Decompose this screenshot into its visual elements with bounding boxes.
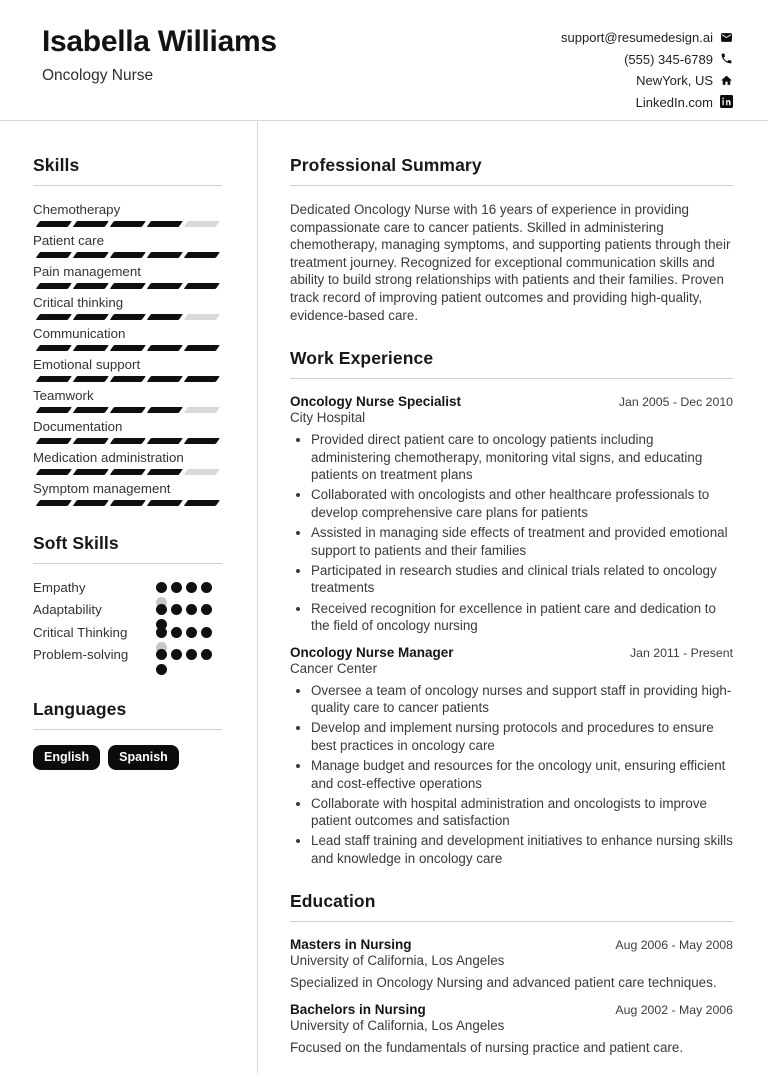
skill-item [33, 325, 222, 351]
linkedin-icon [720, 95, 733, 108]
language-pill: Spanish [108, 745, 179, 770]
person-name: Isabella Williams [42, 25, 277, 58]
soft-skill-row [33, 646, 222, 669]
job-bullet: • Manage budget and resources for the oncology unit, ensuring efficient and cost-effective operations [311, 757, 733, 792]
rating-dot-filled [156, 582, 167, 593]
skill-segment-filled [147, 221, 183, 227]
contact-phone-text: (555) 345-6789 [624, 51, 713, 67]
heading-rule [33, 185, 222, 186]
skill-level-bar [33, 252, 222, 258]
skill-segment-filled [184, 376, 220, 382]
skill-label: Emotional support [33, 357, 141, 372]
rating-dot-filled [201, 627, 212, 638]
skill-label: Patient care [33, 233, 104, 248]
skill-segment-filled [147, 376, 183, 382]
heading-rule [33, 729, 222, 730]
skill-segment-filled [73, 252, 109, 258]
skill-segment-filled [73, 283, 109, 289]
column-divider [257, 121, 258, 1073]
summary-heading: Professional Summary [290, 155, 482, 175]
education-list [290, 937, 733, 1057]
education-section-head [290, 891, 733, 922]
education-description: Specialized in Oncology Nursing and advanced patient care techniques. [290, 974, 717, 990]
skill-segment-filled [147, 345, 183, 351]
contact-email[interactable] [561, 27, 733, 49]
skill-segment-filled [36, 500, 72, 506]
skill-level-bar [33, 345, 222, 351]
skill-segment-filled [36, 221, 72, 227]
skill-segment-filled [110, 345, 146, 351]
skill-item [33, 263, 222, 289]
skill-label: Medication administration [33, 450, 184, 465]
skill-segment-filled [73, 221, 109, 227]
skill-segment-filled [73, 500, 109, 506]
skill-label: Pain management [33, 264, 141, 279]
contact-linkedin-text: LinkedIn.com [635, 94, 713, 110]
education-description: Focused on the fundamentals of nursing practice and patient care. [290, 1040, 684, 1056]
job-bullet: • Provided direct patient care to oncology patients including administering chemotherapy, monitoring vital signs, and educating patients on treatment plans [311, 431, 733, 484]
skill-segment-filled [110, 283, 146, 289]
school-name: University of California, Los Angeles [290, 952, 505, 968]
education-entry [290, 1002, 733, 1057]
skill-label: Documentation [33, 419, 123, 434]
skill-segment-filled [184, 283, 220, 289]
skill-segment-filled [36, 469, 72, 475]
languages-section [33, 699, 222, 770]
job-company: City Hospital [290, 410, 366, 426]
skill-level-bar [33, 500, 222, 506]
skill-level-bar [33, 376, 222, 382]
skill-segment-filled [73, 376, 109, 382]
rating-dot-filled [156, 664, 167, 675]
summary-text: Dedicated Oncology Nurse with 16 years of experience in providing compassionate care to cancer patients. Skilled in administering chemotherapy, managing symptoms, and supporting patients through their treatment journey. Recognized for exceptional communication skills and ability to build strong relationships with patients and their families. Proven track record of improving patient outcomes and providing high-quality, evidence-based care. [290, 202, 731, 323]
resume-body [0, 121, 768, 1078]
rating-dot-filled [186, 582, 197, 593]
education-dates: Aug 2006 - May 2008 [615, 937, 733, 952]
sidebar [0, 121, 257, 1078]
language-pill-list [33, 745, 222, 770]
skill-segment-empty [184, 314, 220, 320]
skill-item [33, 387, 222, 413]
heading-rule [33, 563, 222, 564]
skill-segment-filled [184, 252, 220, 258]
skill-segment-filled [36, 407, 72, 413]
skill-item [33, 480, 222, 506]
rating-dot-filled [171, 649, 182, 660]
skill-segment-filled [110, 438, 146, 444]
work-experience-section [290, 348, 733, 867]
jobs-list [290, 394, 733, 867]
contact-email-text: support@resumedesign.ai [561, 30, 713, 45]
skill-segment-filled [110, 314, 146, 320]
job-bullet: • Lead staff training and development initiatives to enhance nursing skills and knowledge in oncology care [311, 832, 733, 867]
work-heading: Work Experience [290, 348, 434, 369]
phone-icon [720, 52, 733, 65]
skill-item [33, 418, 222, 444]
soft-skill-label: Critical Thinking [33, 624, 128, 640]
contact-location-text: NewYork, US [636, 73, 713, 88]
skills-list [33, 201, 222, 506]
job-bullet: • Assisted in managing side effects of treatment and provided emotional support to patients and their families [311, 524, 733, 559]
skill-segment-filled [110, 469, 146, 475]
soft-skill-row [33, 624, 222, 647]
soft-skills-section-head [33, 533, 222, 564]
rating-dot-filled [201, 604, 212, 615]
job-title: Oncology Nurse Specialist [290, 394, 462, 410]
skill-label: Critical thinking [33, 295, 124, 310]
job-bullet: • Collaborate with hospital administration and oncologists to improve patient outcomes and satisfaction [311, 795, 733, 830]
soft-skill-label: Empathy [33, 579, 86, 595]
skill-segment-filled [147, 314, 183, 320]
skill-segment-empty [184, 469, 220, 475]
skill-item [33, 201, 222, 227]
rating-dot-filled [186, 604, 197, 615]
job-bullet-list [290, 431, 733, 635]
rating-dot-filled [201, 582, 212, 593]
skill-level-bar [33, 221, 222, 227]
school-name: University of California, Los Angeles [290, 1018, 505, 1034]
rating-dot-filled [156, 627, 167, 638]
main-column [257, 121, 768, 1078]
skill-item [33, 356, 222, 382]
soft-skill-label: Problem-solving [33, 647, 129, 662]
degree-title: Masters in Nursing [290, 936, 412, 952]
skill-segment-empty [184, 221, 220, 227]
skill-segment-filled [36, 376, 72, 382]
skill-segment-filled [73, 407, 109, 413]
skill-segment-filled [147, 500, 183, 506]
skills-heading: Skills [33, 155, 80, 175]
home-icon [720, 74, 733, 87]
skill-segment-filled [36, 438, 72, 444]
skill-item [33, 449, 222, 475]
skill-label: Communication [33, 326, 126, 341]
degree-title: Bachelors in Nursing [290, 1002, 426, 1018]
rating-dot-filled [201, 649, 212, 660]
skills-section [33, 155, 222, 506]
rating-dot-filled [156, 649, 167, 660]
identity-block [42, 25, 277, 85]
skill-item [33, 294, 222, 320]
rating-dot-filled [171, 627, 182, 638]
rating-dot-filled [171, 582, 182, 593]
skill-segment-filled [73, 438, 109, 444]
skill-item [33, 232, 222, 258]
rating-dot-filled [186, 627, 197, 638]
skill-segment-filled [36, 345, 72, 351]
education-section [290, 891, 733, 1057]
soft-skill-row [33, 579, 222, 602]
job-title: Oncology Nurse Manager [290, 644, 454, 660]
job-dates: Jan 2011 - Present [630, 645, 733, 660]
skill-level-bar [33, 407, 222, 413]
skill-segment-filled [36, 314, 72, 320]
skill-segment-filled [147, 407, 183, 413]
skill-level-bar [33, 283, 222, 289]
skill-segment-filled [110, 252, 146, 258]
job-bullet: • Participated in research studies and clinical trials related to oncology treatments [311, 562, 733, 597]
resume-header [0, 0, 768, 121]
languages-section-head [33, 699, 222, 730]
summary-section [290, 155, 733, 324]
education-entry [290, 937, 733, 992]
soft-skill-dots [156, 582, 214, 593]
job-bullet-list [290, 682, 733, 868]
job-entry [290, 645, 733, 868]
soft-skill-dots [156, 604, 214, 615]
skill-segment-filled [110, 407, 146, 413]
contact-linkedin[interactable] [561, 92, 733, 114]
skill-segment-filled [184, 438, 220, 444]
work-section-head [290, 348, 733, 379]
skill-segment-filled [110, 376, 146, 382]
skill-segment-filled [147, 283, 183, 289]
soft-skills-list [33, 579, 222, 669]
skill-level-bar [33, 469, 222, 475]
rating-dot-filled [171, 604, 182, 615]
education-dates: Aug 2002 - May 2006 [615, 1003, 733, 1018]
languages-heading: Languages [33, 698, 127, 719]
contact-block [561, 25, 733, 113]
job-company: Cancer Center [290, 660, 378, 676]
language-pill: English [33, 745, 100, 770]
heading-rule [290, 378, 733, 379]
skill-segment-filled [184, 500, 220, 506]
summary-section-head [290, 155, 733, 186]
skill-label: Symptom management [33, 481, 171, 496]
skill-segment-filled [36, 252, 72, 258]
job-entry [290, 394, 733, 635]
rating-dot-filled [186, 649, 197, 660]
soft-skill-dots [156, 649, 214, 660]
skill-segment-filled [110, 221, 146, 227]
skill-segment-filled [147, 438, 183, 444]
envelope-icon [720, 31, 733, 44]
soft-skills-section [33, 533, 222, 669]
job-bullet: • Oversee a team of oncology nurses and support staff in providing high-quality care to cancer patients [311, 682, 733, 717]
job-entry-head [290, 645, 733, 660]
education-heading: Education [290, 890, 376, 911]
job-bullet: • Received recognition for excellence in patient care and dedication to the field of oncology nursing [311, 600, 733, 635]
skills-section-head [33, 155, 222, 186]
heading-rule [290, 921, 733, 922]
person-job-title: Oncology Nurse [42, 67, 154, 84]
skill-segment-filled [184, 345, 220, 351]
skill-segment-filled [36, 283, 72, 289]
skill-segment-filled [147, 252, 183, 258]
soft-skill-row [33, 601, 222, 624]
rating-dot-filled [156, 604, 167, 615]
job-entry-head [290, 394, 733, 409]
skill-segment-empty [184, 407, 220, 413]
soft-skill-label: Adaptability [33, 602, 102, 617]
skill-segment-filled [147, 469, 183, 475]
skill-level-bar [33, 438, 222, 444]
job-bullet: • Develop and implement nursing protocols and procedures to ensure best practices in oncology care [311, 719, 733, 754]
heading-rule [290, 185, 733, 186]
soft-skills-heading: Soft Skills [33, 532, 119, 553]
skill-level-bar [33, 314, 222, 320]
job-bullet: • Collaborated with oncologists and other healthcare professionals to develop comprehensive care plans for patients [311, 486, 733, 521]
skill-segment-filled [73, 469, 109, 475]
contact-phone [561, 49, 733, 71]
skill-segment-filled [110, 500, 146, 506]
job-dates: Jan 2005 - Dec 2010 [618, 395, 733, 410]
skill-label: Chemotherapy [33, 202, 121, 217]
contact-location [561, 70, 733, 92]
skill-segment-filled [73, 345, 109, 351]
soft-skill-dots [156, 627, 214, 638]
skill-segment-filled [73, 314, 109, 320]
education-entry-head [290, 1002, 733, 1017]
education-entry-head [290, 937, 733, 952]
skill-label: Teamwork [33, 388, 94, 403]
